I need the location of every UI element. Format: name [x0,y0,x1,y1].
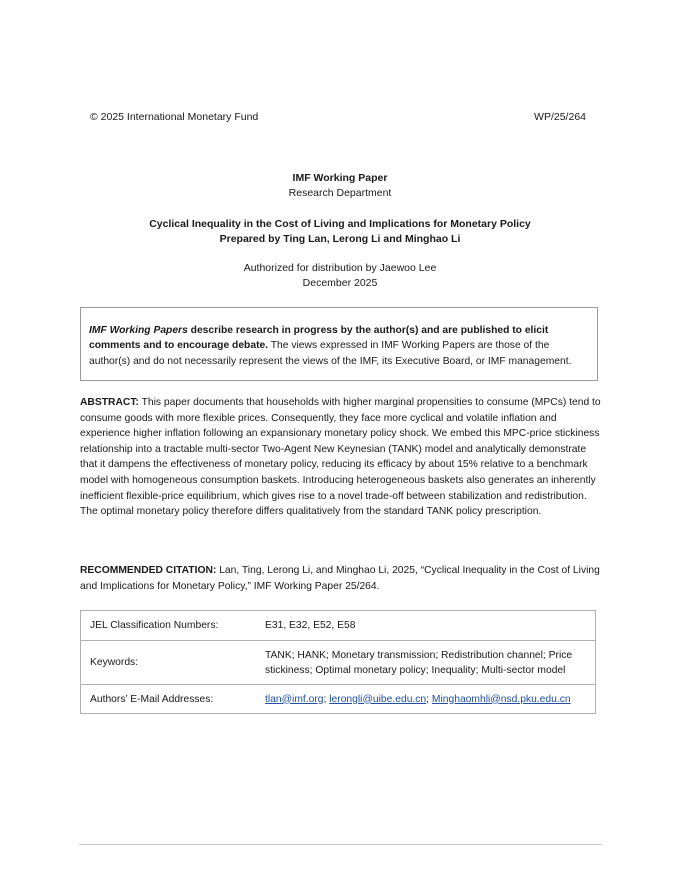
authorized-by: Authorized for distribution by Jaewoo Lee [243,262,437,274]
emails-value [265,685,596,714]
paper-info-table [80,610,596,714]
email-link-minghao[interactable]: Minghaomhli@nsd.pku.edu.cn [431,693,571,705]
table-row [81,685,596,714]
series-title: IMF Working Paper [292,172,388,184]
jel-value: E31, E32, E52, E58 [265,611,596,641]
email-separator: ; [323,693,330,705]
disclaimer-series-name: IMF Working Papers [89,325,188,336]
emails-label: Authors’ E-Mail Addresses: [81,685,266,714]
email-link-tlan[interactable]: tlan@imf.org [265,693,324,705]
footer-divider [79,844,602,845]
citation-text: Lan, Ting, Lerong Li, and Minghao Li, 2025, “Cyclical Inequality in the Cost of Living and Implications for Monetary Policy,” IMF Working Paper 25/264. [80,565,600,592]
publication-date: December 2025 [302,277,378,289]
copyright-notice: © 2025 International Monetary Fund [90,111,259,123]
paper-number: WP/25/264 [534,111,586,123]
table-row [81,611,596,641]
disclaimer-bold-text: describe research in progress by the author(s) and are published to elicit comments and to encourage debate. [89,325,549,352]
table-row [81,641,596,685]
abstract-section [80,395,602,520]
title-block [0,217,680,247]
authors-line: Prepared by Ting Lan, Lerong Li and Minghao Li [219,233,461,245]
disclaimer-text: The views expressed in IMF Working Papers are those of the author(s) and do not necessarily represent the views of the IMF, its Executive Board, or IMF management. [89,340,572,367]
email-link-lerongli[interactable]: lerongli@uibe.edu.cn [329,693,427,705]
jel-label: JEL Classification Numbers: [81,611,266,641]
page-header [90,111,586,124]
disclaimer-box [80,307,598,381]
series-block [0,171,680,201]
authorization-block [0,261,680,291]
keywords-value: TANK; HANK; Monetary transmission; Redistribution channel; Price stickiness; Optimal monetary policy; Inequality; Multi-sector model [265,641,596,685]
paper-title: Cyclical Inequality in the Cost of Living and Implications for Monetary Policy [149,218,531,230]
email-separator: ; [426,693,432,705]
department-name: Research Department [288,187,392,199]
abstract-label: ABSTRACT: [80,397,139,408]
citation-label: RECOMMENDED CITATION: [80,565,217,576]
abstract-text: This paper documents that households with higher marginal propensities to consume (MPCs) tend to consume goods with more flexible prices. Consequently, they face more cyclical and volatile inflation and experience higher inflation following an expansionary monetary policy shock. We embed this MPC-price stickiness relationship into a tractable multi-sector Two-Agent New Keynesian (TANK) model and analytically demonstrate that it dampens the effectiveness of monetary policy, reducing its efficacy by about 15% relative to a benchmark model with homogeneous consumption baskets. Introducing heterogeneous baskets also generates an inherently inefficient flexible-price equilibrium, which gives rise to a novel trade-off between stabilization and redistribution. The optimal monetary policy therefore differs qualitatively from the standard TANK policy prescription. [80,397,601,518]
citation-section [80,563,602,594]
keywords-label: Keywords: [81,641,266,685]
